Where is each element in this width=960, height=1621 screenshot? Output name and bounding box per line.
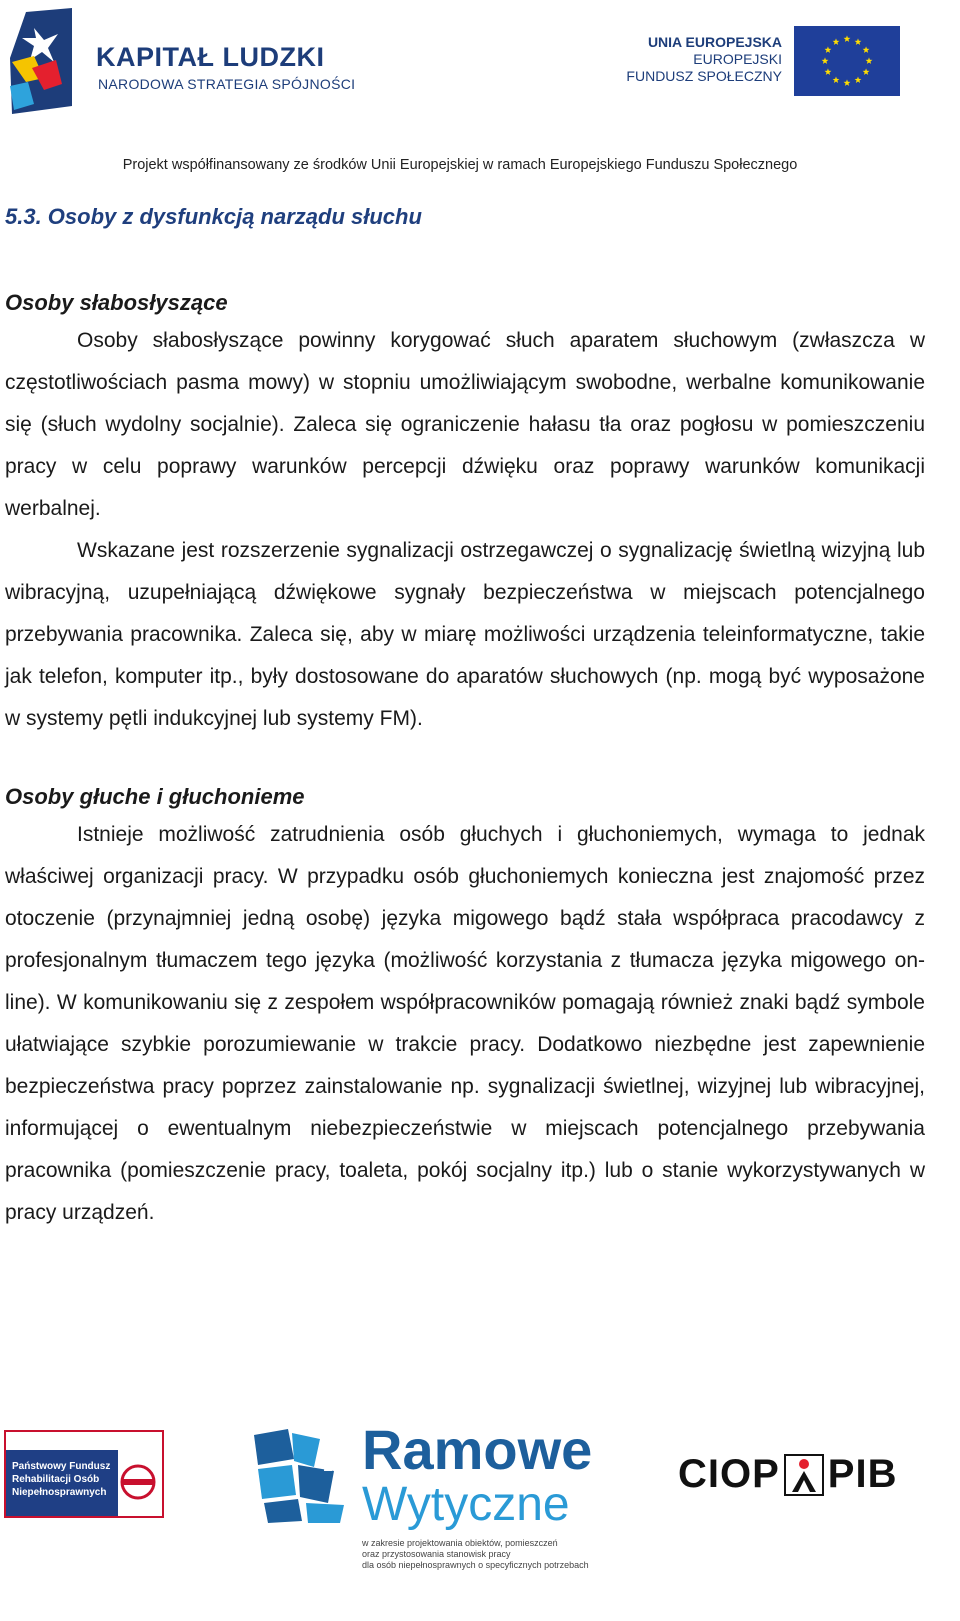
paragraph: Wskazane jest rozszerzenie sygnalizacji ostrzegawczej o sygnalizację świetlną wizyjną lub wibracyjną, uzupełniającą dźwiękowe sygnały bezpieczeństwa w miejscach potencjalnego przebywania pracownika. Zaleca się, aby w miarę możliwości urządzenia teleinformatyczne, takie jak telefon, komputer itp., były dostosowane do aparatów słuchowych (np. mogą być wyposażone w systemy pętli indukcyjnej lub systemy FM). [5, 539, 925, 730]
spacer [5, 740, 925, 780]
section-title: 5.3. Osoby z dysfunkcją narządu słuchu [5, 204, 422, 229]
wytyczne-title: Wytyczne [362, 1478, 570, 1531]
paragraph: Istnieje możliwość zatrudnienia osób głuchych i głuchoniemych, wymaga to jednak właściwej organizacji pracy. W przypadku osób głuchoniemych konieczna jest znajomość przez otoczenie (przynajmniej jedną osobę) języka migowego bądź stała współpraca pracodawcy z profesjonalnym tłumaczem tego języka (możliwość korzystania z tłumacza języka migowego on-line). W komunikowaniu się z zespołem współpracowników pomagają również znaki bądź symbole ułatwiające szybkie porozumiewanie w trakcie pracy. Dodatkowo niezbędne jest zapewnienie bezpieczeństwa pracy poprzez zainstalowanie np. sygnalizacji świetlnej, wizyjnej lub wibracyjnej, informującej o ewentualnym niebezpieczeństwie w miejscach potencjalnego przebywania pracownika (pomieszczenie pracy, toaleta, pokój socjalny itp.) lub o stanie wykorzystywanych w pracy urządzeń. [5, 823, 925, 1224]
paragraph: Osoby słabosłyszące powinny korygować słuch aparatem słuchowym (zwłaszcza w częstotliwościach pasma mowy) w stopniu umożliwiającym swobodne, werbalne komunikowanie się (słuch wydolny socjalnie). Zaleca się ograniczenie hałasu tła oraz pogłosu w pomieszczeniu pracy w celu poprawy warunków percepcji dźwięku oraz poprawy warunków komunikacji werbalnej. [5, 329, 925, 520]
pfron-line-2: Rehabilitacji Osób [12, 1474, 100, 1485]
eu-flag-icon [794, 26, 900, 96]
ramowe-caption [362, 1538, 589, 1571]
document-body [5, 200, 925, 1234]
cofunding-note: Projekt współfinansowany ze środków Unii Europejskiej w ramach Europejskiego Funduszu Społecznego [122, 157, 798, 173]
ciop-pib-logo [678, 1452, 897, 1497]
ramowe-wytyczne-graphic-icon [248, 1425, 358, 1525]
pfron-line-3: Niepełnosprawnych [12, 1487, 107, 1498]
caption-line: w zakresie projektowania obiektów, pomieszczeń [362, 1538, 558, 1548]
pib-text: PIB [827, 1452, 898, 1496]
kapital-ludzki-logo-icon [4, 6, 76, 116]
pfron-circle-icon [120, 1464, 156, 1500]
eu-line-3: FUNDUSZ SPOŁECZNY [626, 68, 782, 84]
program-subtitle: NARODOWA STRATEGIA SPÓJNOŚCI [98, 76, 356, 92]
subsection-title-deaf: Osoby głuche i głuchonieme [5, 784, 305, 809]
program-name: KAPITAŁ LUDZKI [96, 42, 325, 72]
eu-label [626, 34, 782, 85]
pfron-logo [4, 1430, 164, 1518]
pfron-line-1: Państwowy Fundusz [12, 1461, 111, 1472]
caption-line: dla osób niepełnosprawnych o specyficznych potrzebach [362, 1560, 589, 1570]
caption-line: oraz przystosowania stanowisk pracy [362, 1549, 511, 1559]
pfron-text [12, 1460, 110, 1499]
ramowe-title: Ramowe [362, 1418, 593, 1481]
spacer [5, 234, 925, 286]
ciop-person-icon [784, 1454, 824, 1496]
subsection-title-hard-of-hearing: Osoby słabosłyszące [5, 290, 228, 315]
eu-line-1: UNIA EUROPEJSKA [647, 34, 782, 50]
eu-line-2: EUROPEJSKI [693, 51, 782, 67]
ciop-text: CIOP [678, 1452, 780, 1496]
